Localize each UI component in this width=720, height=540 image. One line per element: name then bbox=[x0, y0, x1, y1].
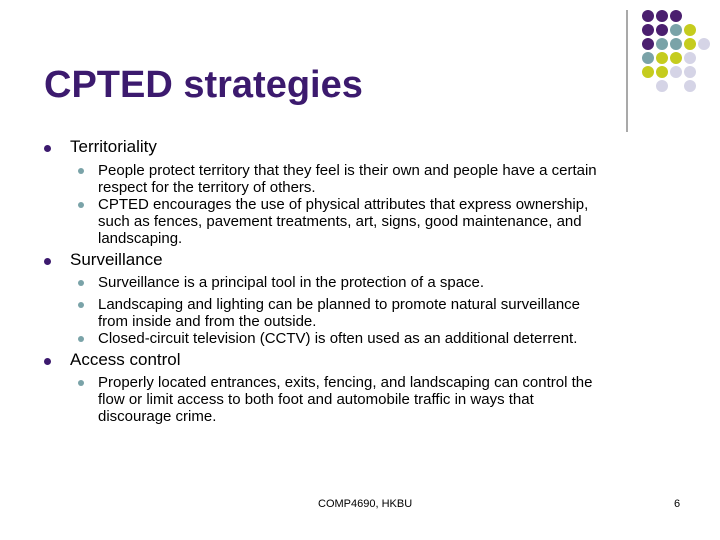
bullet-line: flow or limit access to both foot and automobile traffic in ways that bbox=[98, 391, 534, 408]
decorative-dot bbox=[698, 38, 710, 50]
decorative-dot bbox=[656, 66, 668, 78]
bullet-level2-text bbox=[98, 330, 698, 347]
decorative-dot bbox=[642, 24, 654, 36]
decorative-dot bbox=[670, 52, 682, 64]
bullet-level2-marker bbox=[78, 302, 84, 308]
decorative-dot-grid bbox=[0, 0, 720, 140]
footer-course: COMP4690, HKBU bbox=[318, 498, 413, 510]
bullet-level2-text bbox=[98, 374, 698, 425]
decorative-dot bbox=[656, 52, 668, 64]
decorative-dot bbox=[656, 38, 668, 50]
bullet-level2-marker bbox=[78, 202, 84, 208]
decorative-dot bbox=[642, 66, 654, 78]
decorative-dot bbox=[684, 24, 696, 36]
bullet-level1-marker bbox=[44, 258, 51, 265]
decorative-dot bbox=[670, 66, 682, 78]
bullet-level1-marker bbox=[44, 358, 51, 365]
decorative-dot bbox=[642, 38, 654, 50]
bullet-level1-text: Surveillance bbox=[70, 250, 163, 269]
bullet-line: landscaping. bbox=[98, 230, 183, 247]
bullet-line: Properly located entrances, exits, fencing, and landscaping can control the bbox=[98, 374, 593, 391]
decorative-dot bbox=[670, 10, 682, 22]
bullet-line: CPTED encourages the use of physical attributes that express ownership, bbox=[98, 196, 589, 213]
decorative-dot bbox=[656, 24, 668, 36]
bullet-level2-text bbox=[98, 274, 698, 291]
bullet-line: from inside and from the outside. bbox=[98, 313, 317, 330]
bullet-level2-marker bbox=[78, 168, 84, 174]
bullet-line: Surveillance is a principal tool in the protection of a space. bbox=[98, 274, 485, 291]
bullet-level1-marker bbox=[44, 145, 51, 152]
decorative-dot bbox=[684, 66, 696, 78]
footer-page-number: 6 bbox=[674, 498, 681, 510]
decorative-dot bbox=[670, 24, 682, 36]
bullet-line: Closed-circuit television (CCTV) is often used as an additional deterrent. bbox=[98, 330, 578, 347]
bullet-level1-text: Territoriality bbox=[70, 137, 157, 156]
bullet-line: respect for the territory of others. bbox=[98, 179, 316, 196]
bullet-level1-text: Access control bbox=[70, 350, 181, 369]
bullet-line: People protect territory that they feel is their own and people have a certain bbox=[98, 162, 597, 179]
decorative-dot bbox=[642, 52, 654, 64]
decorative-dot bbox=[656, 10, 668, 22]
decorative-dot bbox=[656, 80, 668, 92]
decorative-dot bbox=[670, 38, 682, 50]
bullet-level2-marker bbox=[78, 336, 84, 342]
bullet-level2-marker bbox=[78, 380, 84, 386]
bullet-level2-text bbox=[98, 162, 698, 196]
decorative-dot bbox=[684, 52, 696, 64]
bullet-line: discourage crime. bbox=[98, 408, 217, 425]
bullet-level2-text bbox=[98, 196, 698, 247]
bullet-level2-text bbox=[98, 296, 698, 330]
bullet-line: such as fences, pavement treatments, art, signs, good maintenance, and bbox=[98, 213, 582, 230]
decorative-dot bbox=[684, 80, 696, 92]
bullet-level2-marker bbox=[78, 280, 84, 286]
slide-title: CPTED strategies bbox=[44, 64, 363, 106]
bullet-line: Landscaping and lighting can be planned to promote natural surveillance bbox=[98, 296, 580, 313]
decorative-dot bbox=[642, 10, 654, 22]
decorative-dot bbox=[684, 38, 696, 50]
